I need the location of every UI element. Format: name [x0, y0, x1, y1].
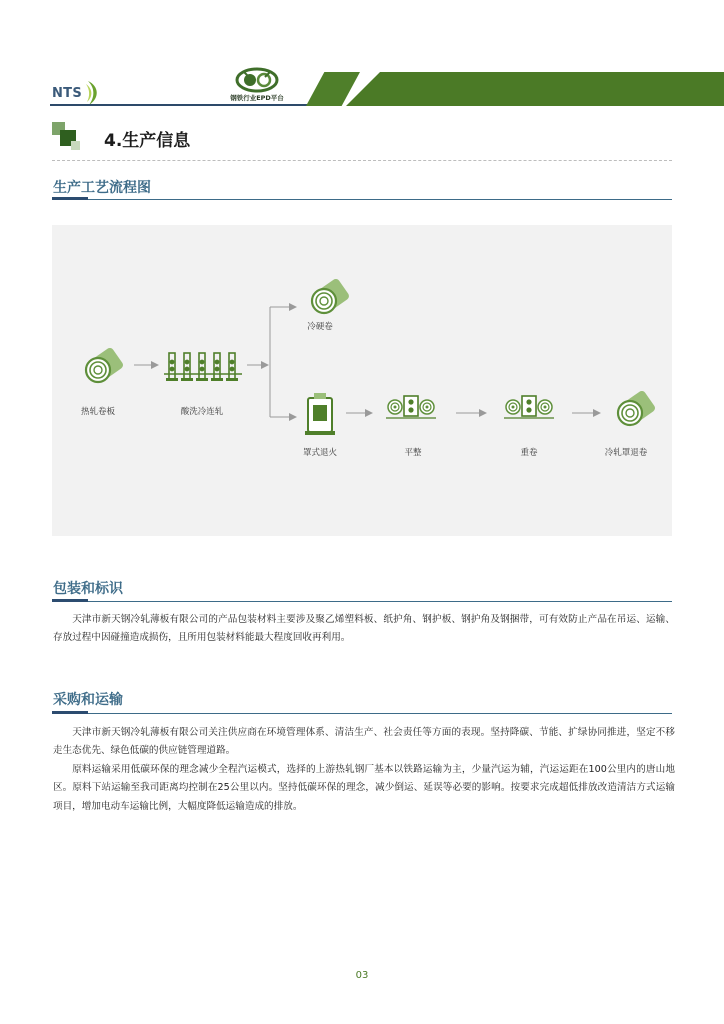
procurement-text: [53, 724, 675, 816]
hot-coil-icon: [86, 346, 125, 382]
epd-platform-logo: [226, 67, 288, 102]
procurement-paragraph-2: 原料运输采用低碳环保的理念减少全程汽运模式，选择的上游热轧钢厂基本以铁路运输为主，少量汽运为辅，汽运运距在100公里内的唐山地区。原料下站运输至我司距离均控制在25公里以内。坚持低碳环保的理念，减少倒运、延误等必要的影响。按要求完成超低排放改造清洁方式运输项目，增加电动车运输比例，大幅度降低运输造成的排放。: [53, 763, 675, 812]
page-number: 03: [355, 970, 369, 981]
nts-logo-text: NTS: [52, 85, 83, 101]
section-divider: [52, 160, 672, 161]
epd-emblem-icon: [235, 67, 279, 93]
final-coil-icon: [618, 389, 657, 425]
packaging-heading-accent: [52, 599, 88, 602]
procurement-heading: 采购和运输: [53, 692, 123, 708]
procurement-heading-accent: [52, 711, 88, 714]
label-hard-coil: 冷硬卷: [307, 322, 333, 332]
temper-mill-icon: [386, 396, 436, 418]
hard-coil-icon: [312, 277, 351, 313]
packaging-heading-rule: [52, 601, 672, 602]
process-heading-rule: [52, 199, 672, 200]
process-heading-accent: [52, 197, 88, 200]
process-flow-diagram: [52, 225, 672, 536]
annealing-furnace-icon: [305, 393, 335, 435]
process-heading: 生产工艺流程图: [53, 180, 151, 196]
flow-graphics: [52, 225, 672, 536]
epd-platform-name: 钢铁行业EPD平台: [230, 94, 284, 102]
section-squares-icon: [52, 122, 82, 152]
label-hot-coil: 热轧卷板: [80, 407, 115, 417]
packaging-text: [53, 611, 675, 648]
label-final-coil: 冷轧罩退卷: [604, 448, 648, 458]
packaging-heading: 包装和标识: [53, 581, 123, 597]
tandem-mill-icon: [164, 353, 242, 381]
nts-logo: [52, 80, 100, 106]
label-pickling: 酸洗冷连轧: [180, 407, 224, 417]
procurement-heading-rule: [52, 713, 672, 714]
recoiling-line-icon: [504, 396, 554, 418]
procurement-paragraph-1: 天津市新天钢冷轧薄板有限公司关注供应商在环境管理体系、清洁生产、社会责任等方面的表现。坚持降碳、节能、扩绿协同推进，坚定不移走生态优先、绿色低碳的供应链管理道路。: [53, 727, 675, 757]
section-title: 4.生产信息: [104, 131, 191, 151]
label-leveling: 平整: [404, 448, 422, 458]
label-annealing: 罩式退火: [302, 448, 337, 458]
header-rule: [50, 104, 312, 106]
packaging-paragraph-1: 天津市新天钢冷轧薄板有限公司的产品包装材料主要涉及聚乙烯塑料板、纸护角、钢护板、钢护角及钢捆带，可有效防止产品在吊运、运输、存放过程中因碰撞造成损伤，且所用包装材料能最大程度回收再利用。: [53, 614, 675, 644]
label-recoiling: 重卷: [520, 448, 538, 458]
leaf-icon: [85, 80, 100, 106]
header-band: [346, 72, 724, 106]
